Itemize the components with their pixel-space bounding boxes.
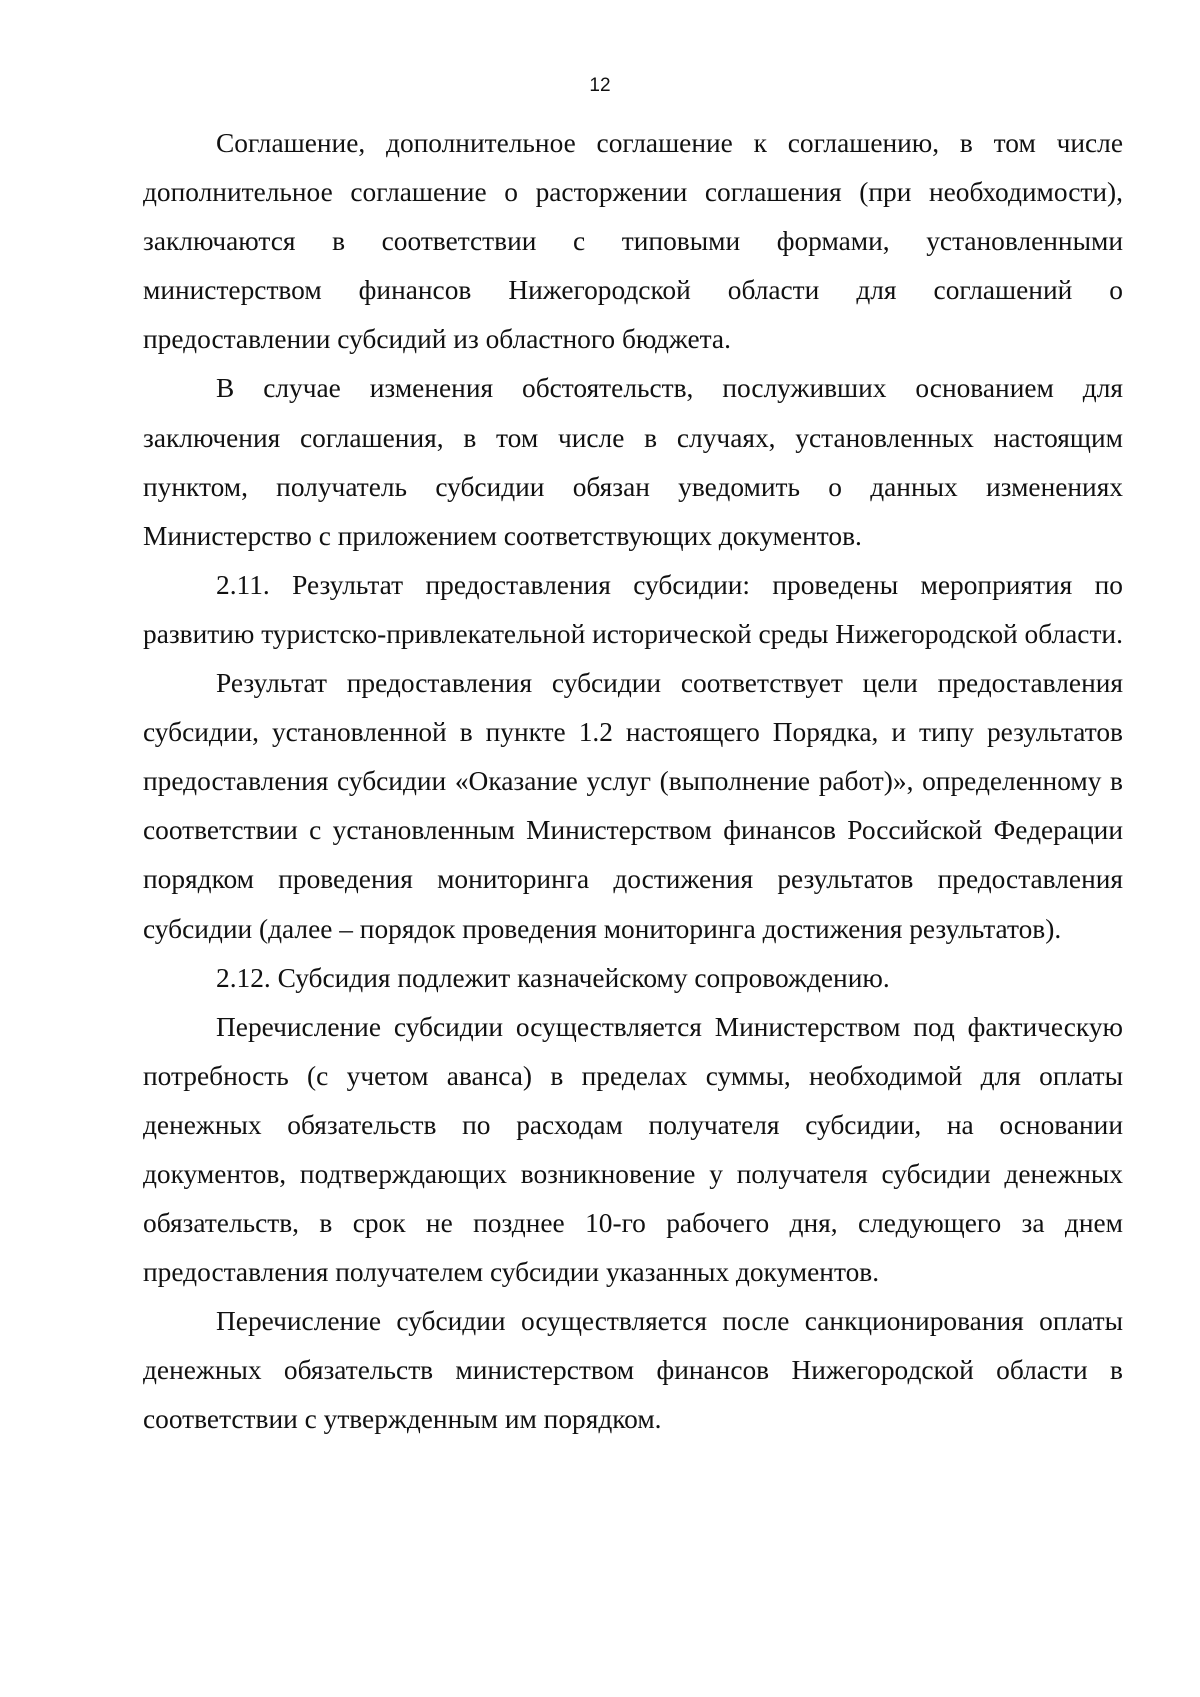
paragraph-2-12-treasury: 2.12. Субсидия подлежит казначейскому сопровождению.: [216, 962, 890, 993]
paragraph-circumstances-change: В случае изменения обстоятельств, послуживших основанием для заключения соглашения, в том числе в случаях, установленных настоящим пунктом, получатель субсидии обязан уведомить о данных изменениях Министерство с приложением соответствующих документов.: [143, 373, 1123, 551]
paragraph-transfer-authorization: Перечисление субсидии осуществляется после санкционирования оплаты денежных обязательств министерством финансов Нижегородской области в соответствии с утвержденным им порядком.: [143, 1306, 1123, 1435]
page-number: 12: [589, 75, 611, 96]
paragraph-result-compliance: Результат предоставления субсидии соответствует цели предоставления субсидии, установленной в пункте 1.2 настоящего Порядка, и типу результатов предоставления субсидии «Оказание услуг (выполнение работ)», определенному в соответствии с установленным Министерством финансов Российской Федерации порядком проведения мониторинга достижения результатов предоставления субсидии (далее – порядок проведения мониторинга достижения результатов).: [143, 668, 1123, 944]
paragraph-2-11-result: 2.11. Результат предоставления субсидии: проведены мероприятия по развитию туристско-привлекательной исторической среды Нижегородской области.: [143, 569, 1123, 649]
paragraph-agreement-forms: Соглашение, дополнительное соглашение к соглашению, в том числе дополнительное соглашение о расторжении соглашения (при необходимости), заключаются в соответствии с типовыми формами, установленными министерством финансов Нижегородской области для соглашений о предоставлении субсидий из областного бюджета.: [143, 128, 1123, 355]
paragraph-transfer-terms: Перечисление субсидии осуществляется Министерством под фактическую потребность (с учетом аванса) в пределах суммы, необходимой для оплаты денежных обязательств по расходам получателя субсидии, на основании документов, подтверждающих возникновение у получателя субсидии денежных обязательств, в срок не позднее 10-го рабочего дня, следующего за днем предоставления получателем субсидии указанных документов.: [143, 1011, 1123, 1288]
document-body: [143, 119, 1123, 1445]
